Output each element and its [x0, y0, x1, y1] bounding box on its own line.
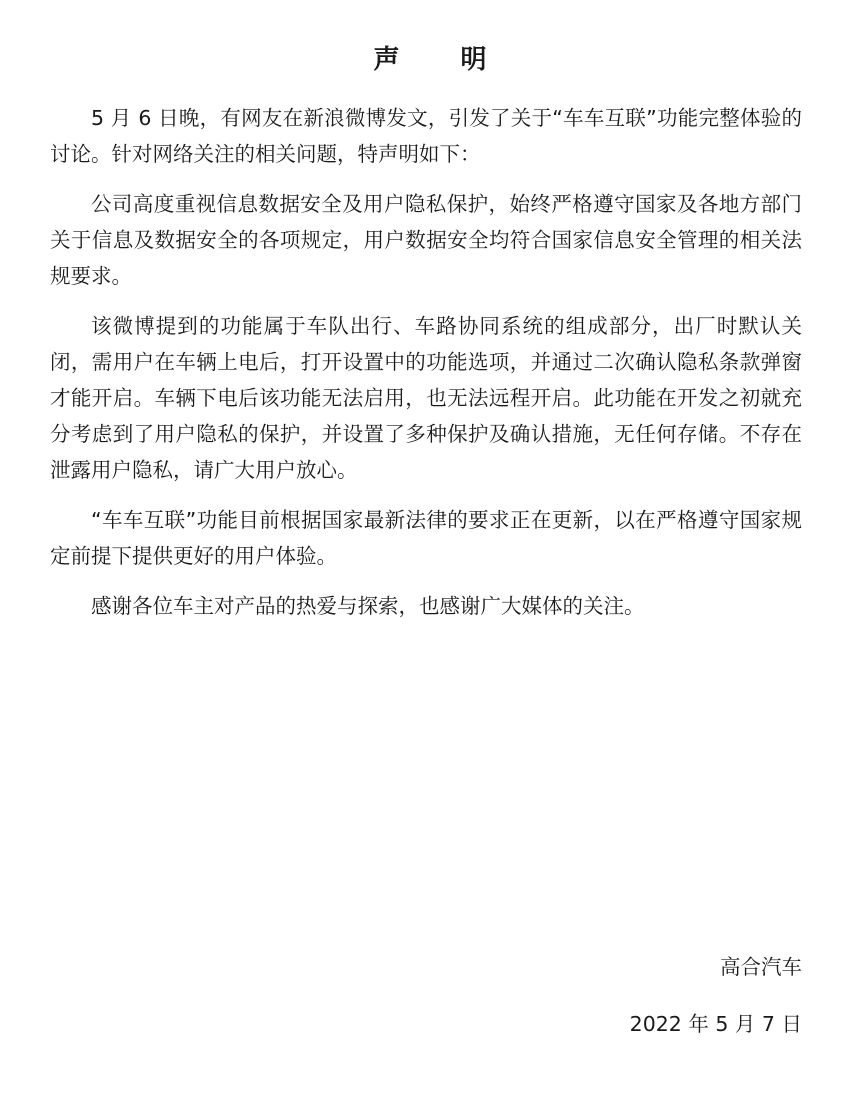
paragraph-3: 该微博提到的功能属于车队出行、车路协同系统的组成部分，出厂时默认关闭，需用户在车辆上电后，打开设置中的功能选项，并通过二次确认隐私条款弹窗才能开启。车辆下电后该功能无法启用，也无法远程开启。此功能在开发之初就充分考虑到了用户隐私的保护，并设置了多种保护及确认措施，无任何存储。不存在泄露用户隐私，请广大用户放心。 — [50, 314, 802, 482]
paragraph-5: 感谢各位车主对产品的热爱与探索，也感谢广大媒体的关注。 — [91, 594, 645, 618]
paragraph-4: “车车互联”功能目前根据国家最新法律的要求正在更新，以在严格遵守国家规定前提下提供更好的用户体验。 — [50, 508, 802, 568]
statement-date: 2022 年 5 月 7 日 — [629, 1012, 802, 1036]
statement-body — [50, 100, 802, 638]
paragraph-2: 公司高度重视信息数据安全及用户隐私保护，始终严格遵守国家及各地方部门关于信息及数据安全的各项规定，用户数据安全均符合国家信息安全管理的相关法规要求。 — [50, 192, 802, 288]
paragraph-1: 5 月 6 日晚，有网友在新浪微博发文，引发了关于“车车互联”功能完整体验的讨论。针对网络关注的相关问题，特声明如下： — [50, 106, 802, 166]
signature: 高合汽车 — [720, 955, 802, 979]
page-title: 声 明 — [373, 45, 513, 75]
